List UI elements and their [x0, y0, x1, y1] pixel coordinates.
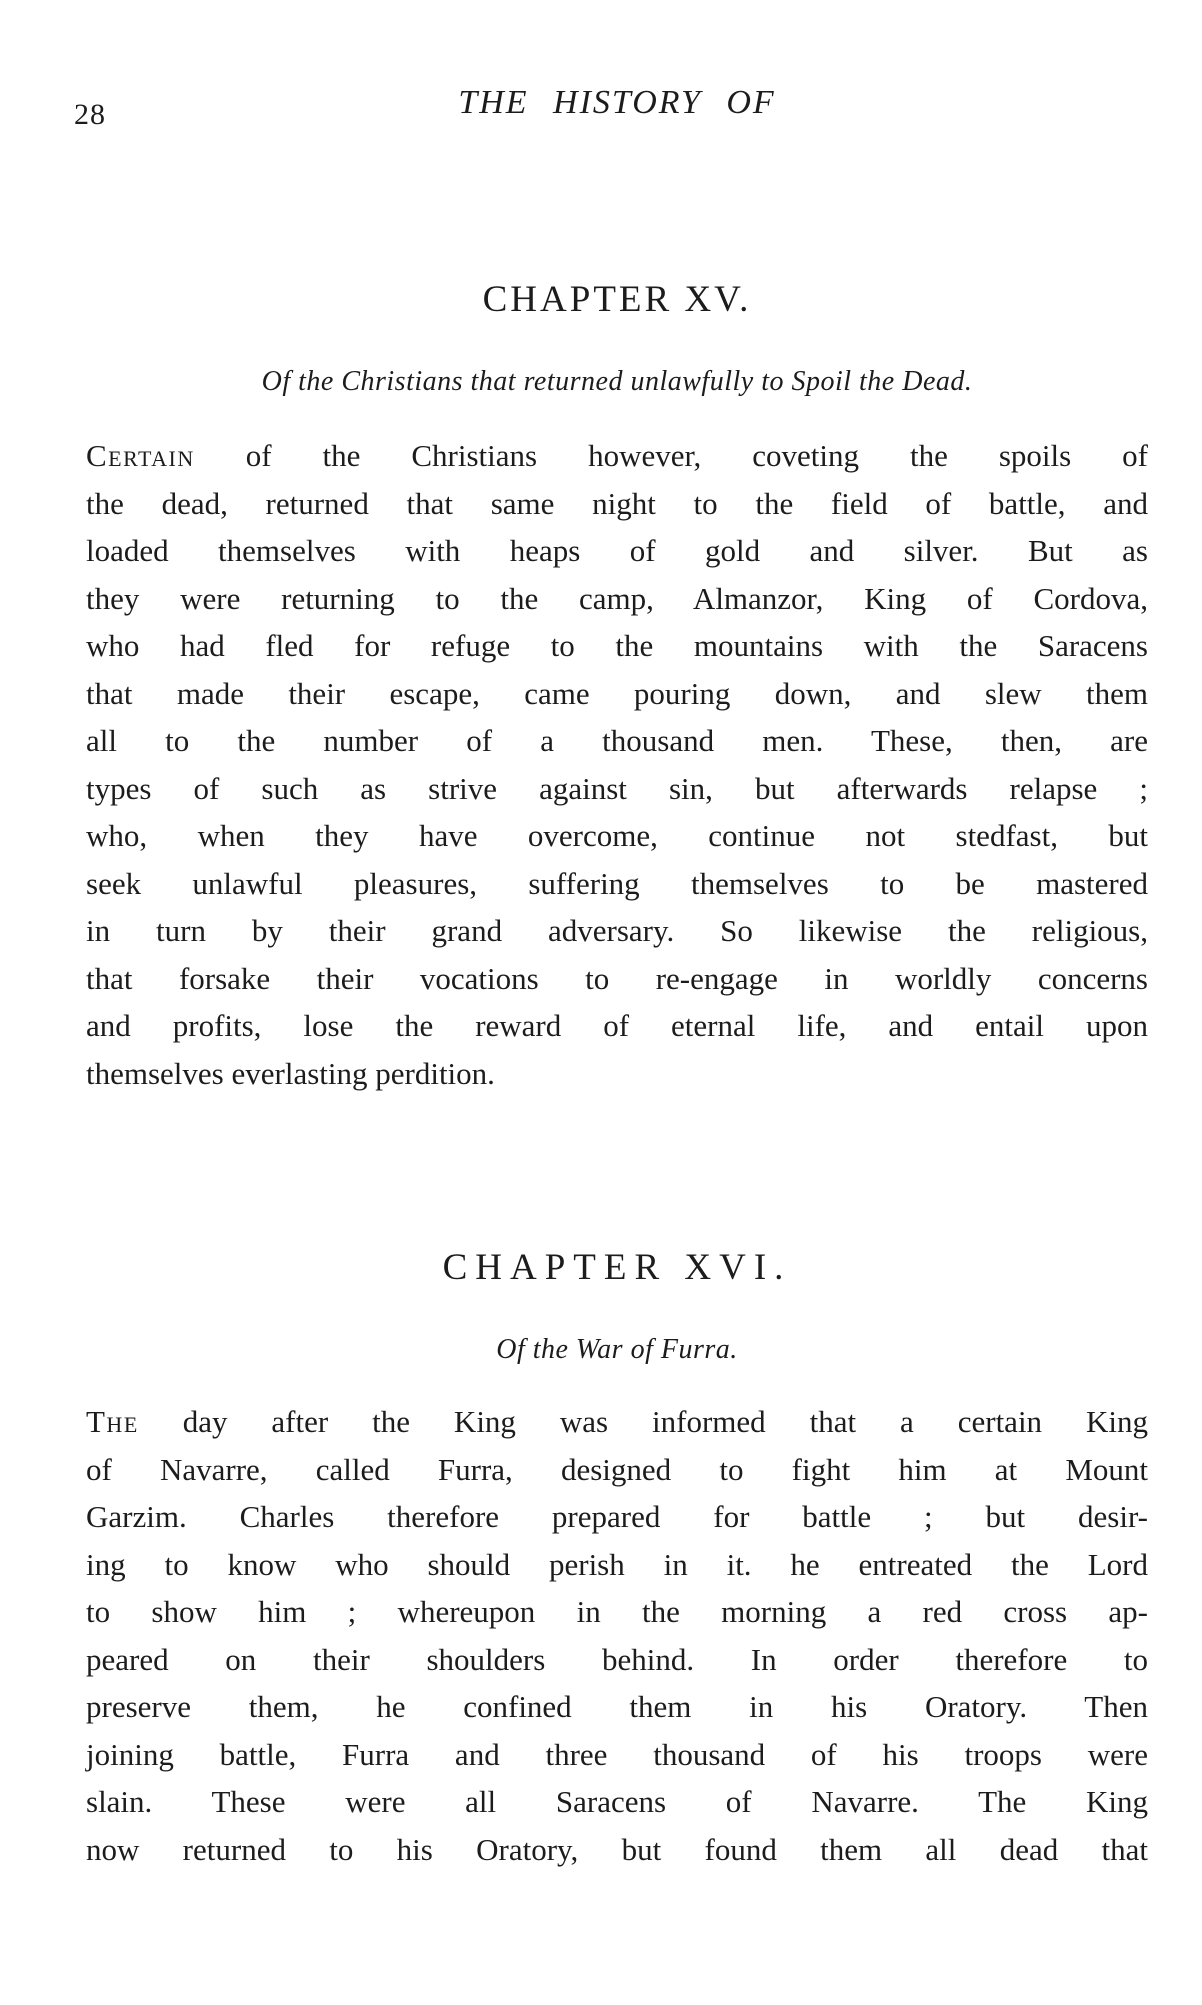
- text-line: that made their escape, came pouring down, and slew them: [86, 675, 1148, 711]
- text-line: seek unlawful pleasures, suffering themselves to be mastered: [86, 865, 1148, 901]
- text-line: and profits, lose the reward of eternal life, and entail upon: [86, 1008, 1148, 1043]
- text-line: of Navarre, called Furra, designed to fight him at Mount: [86, 1451, 1148, 1487]
- lead-word: The: [86, 1404, 139, 1439]
- text-line: joining battle, Furra and three thousand of his troops were: [86, 1736, 1148, 1772]
- chapter-16-body: [86, 1398, 1148, 1873]
- chapter-15-heading: CHAPTER XV.: [482, 279, 752, 320]
- text-line: types of such as strive against sin, but afterwards relapse ;: [86, 770, 1148, 806]
- text-line: now returned to his Oratory, but found them all dead that: [86, 1831, 1148, 1867]
- chapter-16-heading: CHAPTER XVI.: [442, 1247, 792, 1288]
- chapter-15-subtitle: Of the Christians that returned unlawfully to Spoil the Dead.: [261, 366, 973, 397]
- text-line: the dead, returned that same night to the field of battle, and: [86, 485, 1148, 521]
- text-line-rest: of the Christians however, coveting the spoils of: [194, 438, 1148, 473]
- page-header: [74, 84, 1148, 134]
- text-line: to show him ; whereupon in the morning a red cross ap-: [86, 1594, 1148, 1629]
- text-line: peared on their shoulders behind. In order therefore to: [86, 1641, 1148, 1677]
- running-title: THE HISTORY OF: [458, 84, 776, 121]
- text-line: [86, 432, 1148, 480]
- text-line: [86, 1398, 1148, 1446]
- text-line: ing to know who should perish in it. he entreated the Lord: [86, 1546, 1148, 1582]
- text-line-rest: day after the King was informed that a certain King: [138, 1404, 1148, 1439]
- text-line: who, when they have overcome, continue not stedfast, but: [86, 818, 1148, 853]
- lead-word: Certain: [86, 438, 195, 473]
- text-line: in turn by their grand adversary. So likewise the religious,: [86, 913, 1148, 948]
- chapter-15-body: [86, 432, 1148, 1097]
- text-line: they were returning to the camp, Almanzor, King of Cordova,: [86, 580, 1148, 616]
- text-line: themselves everlasting perdition.: [86, 1055, 495, 1091]
- text-line: who had fled for refuge to the mountains with the Saracens: [86, 628, 1148, 663]
- chapter-16-subtitle: Of the War of Furra.: [496, 1334, 738, 1365]
- text-line: that forsake their vocations to re-engage in worldly concerns: [86, 960, 1148, 996]
- text-line: loaded themselves with heaps of gold and silver. But as: [86, 533, 1148, 568]
- text-line: preserve them, he confined them in his Oratory. Then: [86, 1689, 1148, 1724]
- page-number: 28: [74, 98, 106, 131]
- text-line: slain. These were all Saracens of Navarre. The King: [86, 1784, 1148, 1819]
- text-line: Garzim. Charles therefore prepared for battle ; but desir-: [86, 1499, 1148, 1534]
- text-line: all to the number of a thousand men. These, then, are: [86, 723, 1148, 758]
